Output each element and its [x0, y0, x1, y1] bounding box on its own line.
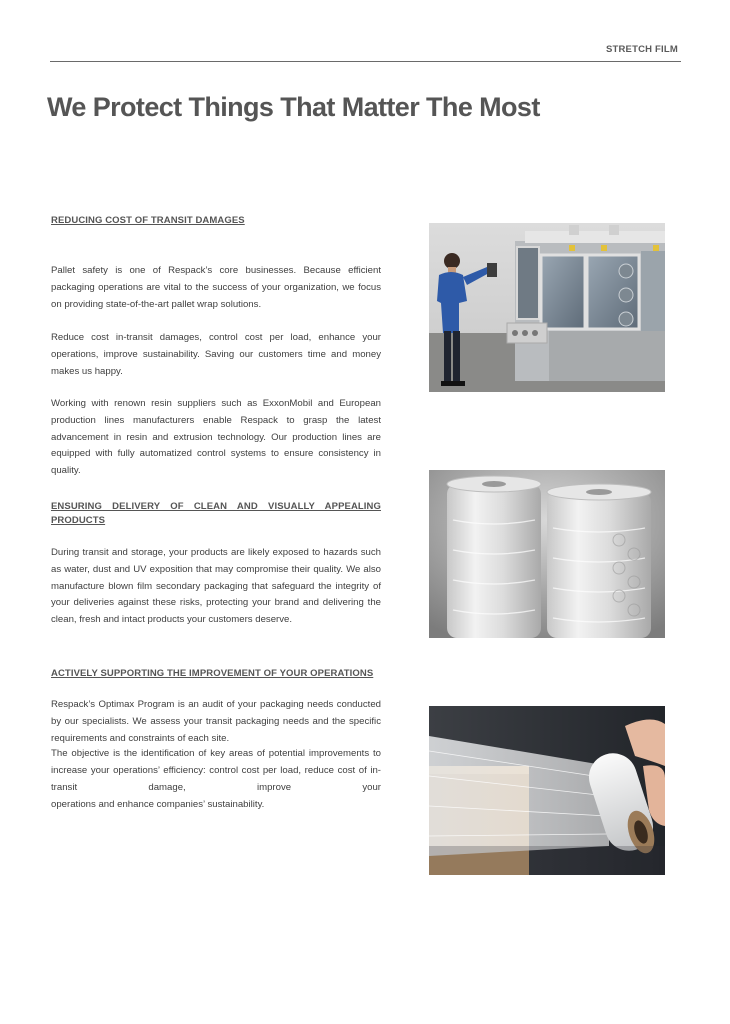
paragraph: Respack’s Optimax Program is an audit of your packaging needs conducted by our specialists. We assess your transit packaging needs and the specific requirements and constraints of each site. [51, 699, 381, 744]
header-rule [50, 61, 681, 62]
section-ensuring-delivery [51, 500, 381, 528]
section-heading: REDUCING COST OF TRANSIT DAMAGES [51, 215, 245, 226]
header-label: STRETCH FILM [605, 44, 678, 55]
section-operations [51, 667, 381, 681]
production-line-photo [429, 223, 665, 392]
section-1-paragraph-3 [51, 396, 381, 480]
section-1-paragraph-1 [51, 263, 381, 313]
paragraph: Pallet safety is one of Respack’s core businesses. Because efficient packaging operations are vital to the success of your organization, we focus on providing state-of-the-art pallet wrap solutions. [51, 265, 381, 310]
paragraph: operations and enhance companies’ sustainability. [51, 799, 265, 810]
paragraph: Working with renown resin suppliers such as ExxonMobil and European production lines manufacturers enable Respack to grasp the latest advancement in resin and extrusion technology. Our production lines are equipped with fully automatized control systems to ensure consistency in quality. [51, 398, 381, 477]
page-title: We Protect Things That Matter The Most [47, 92, 540, 122]
section-3-paragraph-1 [51, 697, 381, 747]
film-rolls-photo [429, 470, 665, 638]
section-3-paragraph-2 [51, 746, 381, 796]
section-reducing-cost [51, 214, 381, 228]
paragraph: The objective is the identification of key areas of potential improvements to increase your operations’ efficiency: control cost per load, reduce cost of in-transit damage, improve your [51, 748, 381, 793]
paragraph: Reduce cost in-transit damages, control cost per load, enhance your operations, improve sustainability. Saving our customers time and money makes us happy. [51, 332, 381, 377]
section-3-paragraph-3 [51, 797, 381, 814]
paragraph: During transit and storage, your products are likely exposed to hazards such as water, dust and UV exposition that may compromise their quality. We also manufacture blown film secondary packaging that safeguard the integrity of your deliveries against these risks, protecting your brand and delivering the clean, fresh and intact products your customers deserve. [51, 547, 381, 626]
stretch-wrap-photo [429, 706, 665, 875]
section-2-paragraph-1 [51, 545, 381, 629]
section-heading: ACTIVELY SUPPORTING THE IMPROVEMENT OF YOUR OPERATIONS [51, 668, 374, 679]
section-1-paragraph-2 [51, 330, 381, 380]
section-heading: ENSURING DELIVERY OF CLEAN AND VISUALLY APPEALING PRODUCTS [51, 501, 381, 526]
